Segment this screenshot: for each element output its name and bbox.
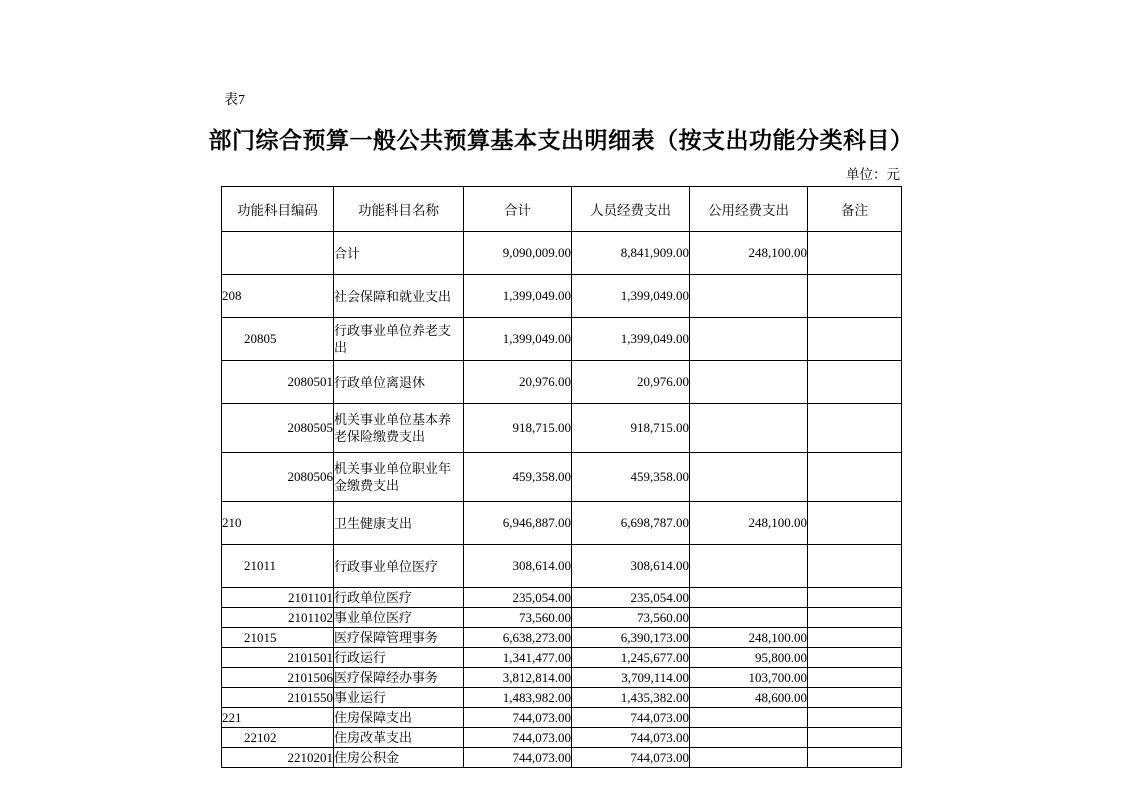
column-header-total: 合计 bbox=[464, 187, 572, 232]
table-row bbox=[222, 648, 902, 668]
table-row bbox=[222, 404, 902, 453]
cell-function-code: 2080505 bbox=[222, 404, 334, 453]
cell-total: 308,614.00 bbox=[464, 545, 572, 588]
cell-function-name: 行政单位离退休 bbox=[334, 361, 464, 404]
cell-function-code: 21011 bbox=[222, 545, 334, 588]
table-row bbox=[222, 608, 902, 628]
cell-public-expense bbox=[690, 275, 808, 318]
cell-function-name: 事业运行 bbox=[334, 688, 464, 708]
form-number: 表7 bbox=[224, 93, 245, 108]
cell-personnel-expense: 3,709,114.00 bbox=[572, 668, 690, 688]
cell-remark bbox=[808, 502, 902, 545]
cell-remark bbox=[808, 453, 902, 502]
table-row bbox=[222, 688, 902, 708]
cell-total: 744,073.00 bbox=[464, 708, 572, 728]
cell-function-name: 社会保障和就业支出 bbox=[334, 275, 464, 318]
table-row bbox=[222, 628, 902, 648]
column-header-remark: 备注 bbox=[808, 187, 902, 232]
cell-personnel-expense: 308,614.00 bbox=[572, 545, 690, 588]
cell-function-name: 合计 bbox=[334, 232, 464, 275]
cell-public-expense bbox=[690, 608, 808, 628]
cell-remark bbox=[808, 318, 902, 361]
cell-public-expense: 95,800.00 bbox=[690, 648, 808, 668]
cell-function-name: 住房公积金 bbox=[334, 748, 464, 768]
table-row bbox=[222, 453, 902, 502]
budget-detail-table bbox=[221, 186, 902, 768]
cell-remark bbox=[808, 608, 902, 628]
cell-function-code: 2210201 bbox=[222, 748, 334, 768]
cell-public-expense bbox=[690, 453, 808, 502]
cell-personnel-expense: 744,073.00 bbox=[572, 728, 690, 748]
table-row bbox=[222, 275, 902, 318]
cell-function-code: 21015 bbox=[222, 628, 334, 648]
column-header-code: 功能科目编码 bbox=[222, 187, 334, 232]
cell-remark bbox=[808, 275, 902, 318]
cell-personnel-expense: 1,399,049.00 bbox=[572, 318, 690, 361]
cell-function-code: 20805 bbox=[222, 318, 334, 361]
cell-personnel-expense: 235,054.00 bbox=[572, 588, 690, 608]
cell-total: 9,090,009.00 bbox=[464, 232, 572, 275]
cell-function-name: 事业单位医疗 bbox=[334, 608, 464, 628]
cell-function-code: 208 bbox=[222, 275, 334, 318]
table-row bbox=[222, 361, 902, 404]
cell-remark bbox=[808, 688, 902, 708]
cell-public-expense: 248,100.00 bbox=[690, 502, 808, 545]
cell-personnel-expense: 1,245,677.00 bbox=[572, 648, 690, 668]
cell-public-expense bbox=[690, 748, 808, 768]
cell-function-code: 22102 bbox=[222, 728, 334, 748]
cell-public-expense: 248,100.00 bbox=[690, 232, 808, 275]
column-header-personnel: 人员经费支出 bbox=[572, 187, 690, 232]
table-row bbox=[222, 502, 902, 545]
cell-total: 459,358.00 bbox=[464, 453, 572, 502]
cell-function-code: 2101501 bbox=[222, 648, 334, 668]
cell-total: 744,073.00 bbox=[464, 728, 572, 748]
cell-remark bbox=[808, 588, 902, 608]
cell-total: 918,715.00 bbox=[464, 404, 572, 453]
cell-total: 20,976.00 bbox=[464, 361, 572, 404]
cell-function-name: 住房保障支出 bbox=[334, 708, 464, 728]
cell-total: 6,638,273.00 bbox=[464, 628, 572, 648]
cell-function-name: 医疗保障管理事务 bbox=[334, 628, 464, 648]
cell-public-expense: 248,100.00 bbox=[690, 628, 808, 648]
table-row bbox=[222, 545, 902, 588]
table-row bbox=[222, 748, 902, 768]
cell-function-code: 2101102 bbox=[222, 608, 334, 628]
table-row bbox=[222, 232, 902, 275]
cell-remark bbox=[808, 748, 902, 768]
cell-remark bbox=[808, 708, 902, 728]
cell-personnel-expense: 1,399,049.00 bbox=[572, 275, 690, 318]
cell-public-expense bbox=[690, 545, 808, 588]
table-row bbox=[222, 668, 902, 688]
table-row bbox=[222, 728, 902, 748]
page-title: 部门综合预算一般公共预算基本支出明细表（按支出功能分类科目） bbox=[208, 128, 914, 153]
cell-function-code: 2101550 bbox=[222, 688, 334, 708]
cell-remark bbox=[808, 728, 902, 748]
cell-remark bbox=[808, 404, 902, 453]
cell-public-expense: 48,600.00 bbox=[690, 688, 808, 708]
cell-function-code: 2101101 bbox=[222, 588, 334, 608]
cell-personnel-expense: 744,073.00 bbox=[572, 748, 690, 768]
cell-public-expense bbox=[690, 588, 808, 608]
cell-remark bbox=[808, 648, 902, 668]
cell-total: 3,812,814.00 bbox=[464, 668, 572, 688]
cell-remark bbox=[808, 232, 902, 275]
cell-total: 744,073.00 bbox=[464, 748, 572, 768]
cell-personnel-expense: 918,715.00 bbox=[572, 404, 690, 453]
cell-function-name: 机关事业单位职业年金缴费支出 bbox=[334, 453, 464, 502]
cell-function-name: 住房改革支出 bbox=[334, 728, 464, 748]
cell-personnel-expense: 73,560.00 bbox=[572, 608, 690, 628]
cell-function-code: 2101506 bbox=[222, 668, 334, 688]
cell-function-code bbox=[222, 232, 334, 275]
cell-function-name: 行政单位医疗 bbox=[334, 588, 464, 608]
cell-public-expense: 103,700.00 bbox=[690, 668, 808, 688]
cell-total: 1,483,982.00 bbox=[464, 688, 572, 708]
cell-function-code: 2080506 bbox=[222, 453, 334, 502]
table-row bbox=[222, 318, 902, 361]
cell-public-expense bbox=[690, 361, 808, 404]
cell-total: 6,946,887.00 bbox=[464, 502, 572, 545]
cell-personnel-expense: 459,358.00 bbox=[572, 453, 690, 502]
cell-public-expense bbox=[690, 404, 808, 453]
cell-function-code: 210 bbox=[222, 502, 334, 545]
cell-function-name: 行政事业单位医疗 bbox=[334, 545, 464, 588]
cell-personnel-expense: 744,073.00 bbox=[572, 708, 690, 728]
cell-personnel-expense: 20,976.00 bbox=[572, 361, 690, 404]
cell-total: 235,054.00 bbox=[464, 588, 572, 608]
cell-public-expense bbox=[690, 728, 808, 748]
cell-function-name: 机关事业单位基本养老保险缴费支出 bbox=[334, 404, 464, 453]
cell-function-code: 2080501 bbox=[222, 361, 334, 404]
cell-personnel-expense: 6,698,787.00 bbox=[572, 502, 690, 545]
column-header-name: 功能科目名称 bbox=[334, 187, 464, 232]
cell-remark bbox=[808, 668, 902, 688]
cell-function-name: 行政事业单位养老支出 bbox=[334, 318, 464, 361]
unit-note: 单位：元 bbox=[846, 167, 900, 182]
cell-function-name: 行政运行 bbox=[334, 648, 464, 668]
cell-function-name: 卫生健康支出 bbox=[334, 502, 464, 545]
cell-total: 73,560.00 bbox=[464, 608, 572, 628]
cell-total: 1,399,049.00 bbox=[464, 318, 572, 361]
table-header-row bbox=[222, 187, 902, 232]
cell-remark bbox=[808, 628, 902, 648]
table-body bbox=[222, 232, 902, 768]
table-row bbox=[222, 708, 902, 728]
cell-personnel-expense: 1,435,382.00 bbox=[572, 688, 690, 708]
cell-remark bbox=[808, 545, 902, 588]
column-header-public: 公用经费支出 bbox=[690, 187, 808, 232]
cell-remark bbox=[808, 361, 902, 404]
cell-personnel-expense: 8,841,909.00 bbox=[572, 232, 690, 275]
cell-total: 1,399,049.00 bbox=[464, 275, 572, 318]
table-row bbox=[222, 588, 902, 608]
cell-function-code: 221 bbox=[222, 708, 334, 728]
cell-public-expense bbox=[690, 708, 808, 728]
cell-personnel-expense: 6,390,173.00 bbox=[572, 628, 690, 648]
cell-function-name: 医疗保障经办事务 bbox=[334, 668, 464, 688]
cell-total: 1,341,477.00 bbox=[464, 648, 572, 668]
cell-public-expense bbox=[690, 318, 808, 361]
